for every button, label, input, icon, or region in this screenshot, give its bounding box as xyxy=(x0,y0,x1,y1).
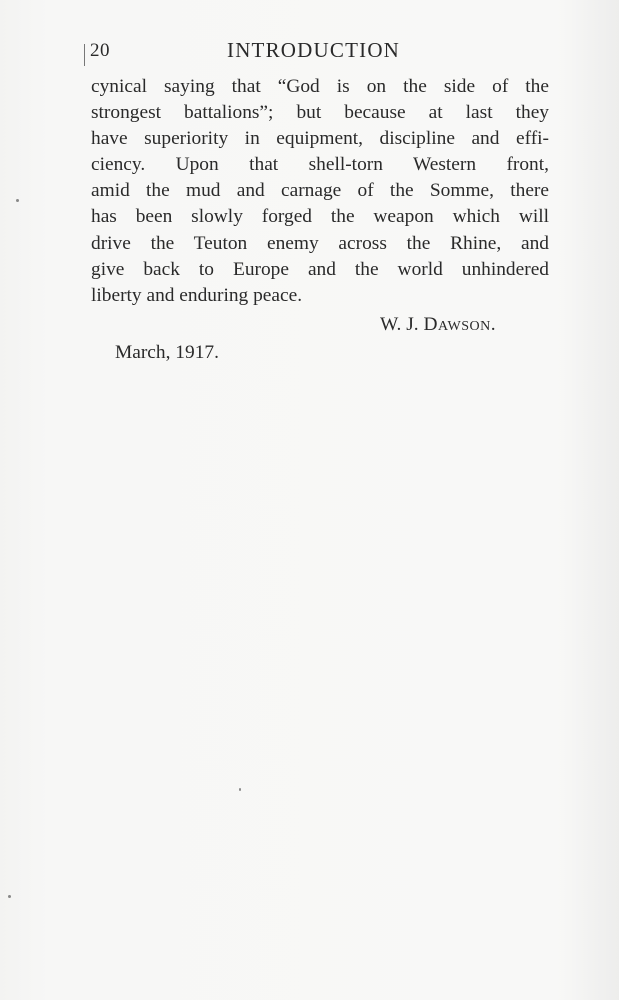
text-line: liberty and enduring peace. xyxy=(91,284,303,306)
page-number: 20 xyxy=(90,40,110,61)
paper-speck xyxy=(239,788,241,791)
text-line: amid the mud and carnage of the Somme, there xyxy=(91,180,549,202)
chapter-title: INTRODUCTION xyxy=(227,38,401,62)
text-line: give back to Europe and the world unhindered xyxy=(91,258,549,280)
signature-initials: W. J. xyxy=(380,314,419,335)
margin-mark xyxy=(84,44,85,66)
paper-speck xyxy=(8,895,11,898)
author-signature xyxy=(380,314,496,336)
text-line: have superiority in equipment, discipline and effi- xyxy=(91,128,549,150)
text-line: drive the Teuton enemy across the Rhine, and xyxy=(91,232,549,254)
running-head xyxy=(86,38,526,64)
body-paragraph xyxy=(91,74,549,309)
signature-surname: Dawson. xyxy=(423,314,497,335)
text-line: strongest battalions”; but because at last they xyxy=(91,102,549,124)
text-line: has been slowly forged the weapon which will xyxy=(91,206,549,228)
dateline: March, 1917. xyxy=(115,342,219,363)
text-line: ciency. Upon that shell-torn Western front, xyxy=(91,154,549,176)
text-line: cynical saying that “God is on the side of the xyxy=(91,76,549,97)
paper-speck xyxy=(16,199,19,202)
